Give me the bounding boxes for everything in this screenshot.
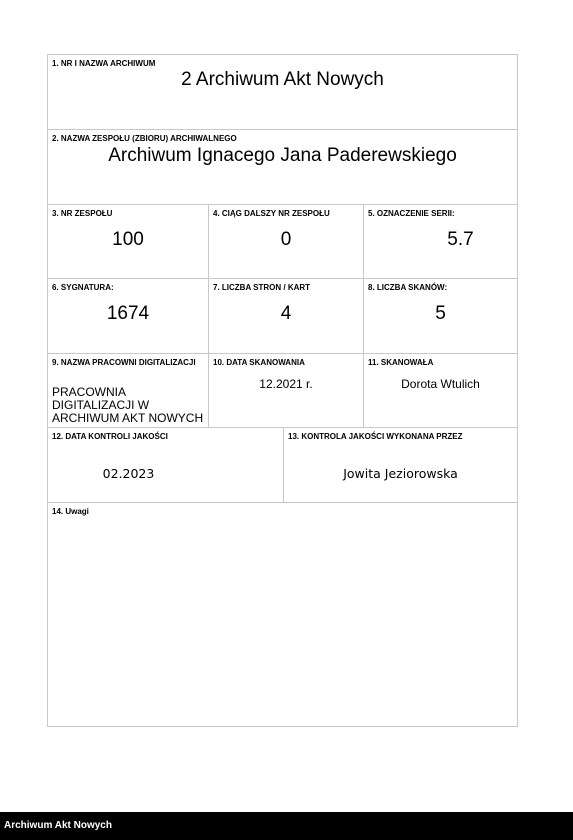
- scanned-by-cell: [364, 354, 517, 428]
- scan-date-cell: [209, 354, 364, 428]
- notes-label: 14. Uwagi: [52, 507, 89, 516]
- qc-by-label: 13. KONTROLA JAKOŚCI WYKONANA PRZEZ: [288, 432, 463, 441]
- scans-cell: [364, 279, 517, 354]
- fonds-number-label: 3. NR ZESPOŁU: [52, 209, 113, 218]
- series-value: 5.7: [447, 229, 474, 250]
- footer-bar: [0, 812, 573, 840]
- scans-label: 8. LICZBA SKANÓW:: [368, 283, 448, 292]
- scan-date-value: 12.2021 r.: [259, 377, 313, 391]
- scanned-by-value: Dorota Wtulich: [401, 377, 480, 391]
- qc-by-value: Jowita Jeziorowska: [343, 466, 458, 481]
- signature-cell: [48, 279, 209, 354]
- fonds-name-label: 2. NAZWA ZESPOŁU (ZBIORU) ARCHIWALNEGO: [52, 134, 237, 143]
- scanned-by-label: 11. SKANOWAŁA: [368, 358, 434, 367]
- fonds-name-cell: [48, 130, 517, 205]
- fonds-number-value: 100: [112, 229, 144, 250]
- qc-by-cell: [284, 428, 517, 503]
- signature-value: 1674: [106, 303, 150, 324]
- fonds-continuation-cell: [209, 205, 364, 279]
- pages-cell: [209, 279, 364, 354]
- footer-text: Archiwum Akt Nowych: [4, 820, 112, 831]
- signature-label: 6. SYGNATURA:: [52, 283, 114, 292]
- pages-value: 4: [280, 303, 292, 324]
- series-cell: [364, 205, 517, 279]
- qc-date-cell: [48, 428, 284, 503]
- fonds-number-cell: [48, 205, 209, 279]
- qc-date-value: 02.2023: [102, 466, 155, 481]
- scan-date-label: 10. DATA SKANOWANIA: [213, 358, 305, 367]
- archive-label: 1. NR I NAZWA ARCHIWUM: [52, 59, 156, 68]
- scans-value: 5: [435, 303, 446, 324]
- qc-date-label: 12. DATA KONTROLI JAKOŚCI: [52, 432, 168, 441]
- workshop-cell: [48, 354, 209, 428]
- series-label: 5. OZNACZENIE SERII:: [368, 209, 455, 218]
- fonds-continuation-value: 0: [280, 229, 292, 250]
- pages-label: 7. LICZBA STRON / KART: [213, 283, 311, 292]
- metadata-form: [47, 54, 518, 727]
- archive-value: 2 Archiwum Akt Nowych: [181, 69, 384, 90]
- fonds-continuation-label: 4. CIĄG DALSZY NR ZESPOŁU: [213, 209, 330, 218]
- notes-cell: [48, 503, 517, 726]
- fonds-name-value: Archiwum Ignacego Jana Paderewskiego: [108, 145, 457, 166]
- workshop-label: 9. NAZWA PRACOWNI DIGITALIZACJI: [52, 358, 196, 367]
- workshop-value: PRACOWNIA DIGITALIZACJI W ARCHIWUM AKT NOWYCH: [52, 385, 204, 425]
- archive-cell: [48, 55, 517, 130]
